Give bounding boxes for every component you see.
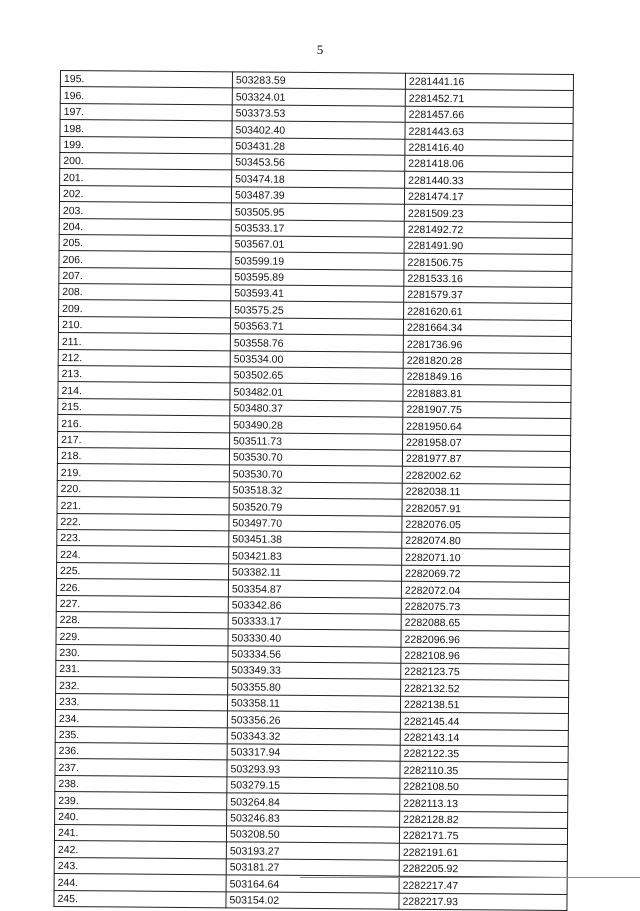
x-coordinate-cell: 503324.01 bbox=[232, 88, 405, 106]
point-number-cell: 220. bbox=[57, 480, 229, 498]
y-coordinate-cell: 2282038.11 bbox=[402, 483, 570, 501]
y-coordinate-cell: 2281579.37 bbox=[404, 286, 572, 304]
x-coordinate-cell: 503520.79 bbox=[229, 498, 402, 516]
y-coordinate-cell: 2282088.65 bbox=[401, 614, 569, 632]
point-number-cell: 206. bbox=[59, 251, 231, 269]
y-coordinate-cell: 2281474.17 bbox=[404, 188, 572, 206]
point-number-cell: 205. bbox=[59, 234, 231, 252]
point-number-cell: 211. bbox=[58, 333, 230, 351]
x-coordinate-cell: 503567.01 bbox=[231, 236, 404, 254]
x-coordinate-cell: 503474.18 bbox=[232, 170, 405, 188]
point-number-cell: 201. bbox=[60, 169, 232, 187]
point-number-cell: 204. bbox=[59, 218, 231, 236]
x-coordinate-cell: 503575.25 bbox=[231, 301, 404, 319]
y-coordinate-cell: 2282076.05 bbox=[402, 516, 570, 534]
y-coordinate-cell: 2282122.35 bbox=[400, 745, 568, 763]
y-coordinate-cell: 2282123.75 bbox=[401, 663, 569, 681]
y-coordinate-cell: 2282072.04 bbox=[401, 581, 569, 599]
point-number-cell: 212. bbox=[58, 349, 230, 367]
x-coordinate-cell: 503490.28 bbox=[230, 416, 403, 434]
y-coordinate-cell: 2282071.10 bbox=[402, 549, 570, 567]
point-number-cell: 197. bbox=[60, 103, 232, 121]
point-number-cell: 196. bbox=[60, 87, 232, 105]
y-coordinate-cell: 2282075.73 bbox=[401, 598, 569, 616]
point-number-cell: 223. bbox=[57, 529, 229, 547]
point-number-cell: 228. bbox=[56, 611, 228, 629]
point-number-cell: 237. bbox=[55, 759, 227, 777]
y-coordinate-cell: 2281736.96 bbox=[403, 335, 571, 353]
x-coordinate-cell: 503595.89 bbox=[231, 269, 404, 287]
point-number-cell: 244. bbox=[54, 874, 226, 892]
y-coordinate-cell: 2282096.96 bbox=[401, 630, 569, 648]
x-coordinate-cell: 503533.17 bbox=[231, 219, 404, 237]
page-number: 5 bbox=[316, 42, 324, 57]
point-number-cell: 200. bbox=[60, 152, 232, 170]
y-coordinate-cell: 2282113.13 bbox=[400, 794, 568, 812]
y-coordinate-cell: 2282074.80 bbox=[402, 532, 570, 550]
y-coordinate-cell: 2281958.07 bbox=[403, 434, 571, 452]
x-coordinate-cell: 503193.27 bbox=[226, 842, 399, 860]
x-coordinate-cell: 503505.95 bbox=[231, 203, 404, 221]
y-coordinate-cell: 2282110.35 bbox=[400, 762, 568, 780]
y-coordinate-cell: 2281664.34 bbox=[403, 319, 571, 337]
y-coordinate-cell: 2282217.47 bbox=[399, 876, 567, 894]
x-coordinate-cell: 503181.27 bbox=[226, 859, 399, 877]
point-number-cell: 233. bbox=[55, 693, 227, 711]
x-coordinate-cell: 503382.11 bbox=[229, 564, 402, 582]
y-coordinate-cell: 2281883.81 bbox=[403, 385, 571, 403]
y-coordinate-cell: 2281416.40 bbox=[405, 139, 573, 157]
point-number-cell: 199. bbox=[60, 136, 232, 154]
x-coordinate-cell: 503497.70 bbox=[229, 514, 402, 532]
y-coordinate-cell: 2282108.96 bbox=[401, 647, 569, 665]
y-coordinate-cell: 2281820.28 bbox=[403, 352, 571, 370]
x-coordinate-cell: 503563.71 bbox=[230, 318, 403, 336]
y-coordinate-cell: 2281492.72 bbox=[404, 221, 572, 239]
y-coordinate-cell: 2281849.16 bbox=[403, 368, 571, 386]
x-coordinate-cell: 503330.40 bbox=[228, 629, 401, 647]
x-coordinate-cell: 503164.64 bbox=[226, 875, 399, 893]
y-coordinate-cell: 2281907.75 bbox=[403, 401, 571, 419]
x-coordinate-cell: 503482.01 bbox=[230, 383, 403, 401]
y-coordinate-cell: 2282145.44 bbox=[400, 712, 568, 730]
point-number-cell: 241. bbox=[54, 824, 226, 842]
x-coordinate-cell: 503355.80 bbox=[228, 678, 401, 696]
y-coordinate-cell: 2281509.23 bbox=[404, 204, 572, 222]
x-coordinate-cell: 503534.00 bbox=[230, 350, 403, 368]
point-number-cell: 214. bbox=[58, 382, 230, 400]
x-coordinate-cell: 503246.83 bbox=[227, 809, 400, 827]
point-number-cell: 232. bbox=[56, 677, 228, 695]
point-number-cell: 203. bbox=[59, 202, 231, 220]
point-number-cell: 217. bbox=[58, 431, 230, 449]
y-coordinate-cell: 2281620.61 bbox=[404, 303, 572, 321]
coordinates-table bbox=[53, 70, 574, 911]
point-number-cell: 215. bbox=[58, 398, 230, 416]
x-coordinate-cell: 503293.93 bbox=[227, 760, 400, 778]
x-coordinate-cell: 503264.84 bbox=[227, 793, 400, 811]
x-coordinate-cell: 503480.37 bbox=[230, 400, 403, 418]
point-number-cell: 240. bbox=[55, 808, 227, 826]
point-number-cell: 213. bbox=[58, 366, 230, 384]
x-coordinate-cell: 503154.02 bbox=[226, 891, 399, 909]
y-coordinate-cell: 2282002.62 bbox=[402, 467, 570, 485]
point-number-cell: 242. bbox=[54, 841, 226, 859]
point-number-cell: 231. bbox=[56, 661, 228, 679]
y-coordinate-cell: 2281491.90 bbox=[404, 237, 572, 255]
y-coordinate-cell: 2282171.75 bbox=[399, 827, 567, 845]
y-coordinate-cell: 2282138.51 bbox=[400, 696, 568, 714]
point-number-cell: 218. bbox=[57, 447, 229, 465]
y-coordinate-cell: 2282132.52 bbox=[401, 680, 569, 698]
x-coordinate-cell: 503343.32 bbox=[227, 727, 400, 745]
x-coordinate-cell: 503356.26 bbox=[227, 711, 400, 729]
point-number-cell: 236. bbox=[55, 742, 227, 760]
point-number-cell: 243. bbox=[54, 857, 226, 875]
x-coordinate-cell: 503431.28 bbox=[232, 137, 405, 155]
x-coordinate-cell: 503421.83 bbox=[229, 547, 402, 565]
x-coordinate-cell: 503354.87 bbox=[228, 580, 401, 598]
point-number-cell: 221. bbox=[57, 497, 229, 515]
y-coordinate-cell: 2282191.61 bbox=[399, 844, 567, 862]
point-number-cell: 238. bbox=[55, 775, 227, 793]
x-coordinate-cell: 503208.50 bbox=[226, 826, 399, 844]
point-number-cell: 209. bbox=[59, 300, 231, 318]
y-coordinate-cell: 2281457.66 bbox=[405, 106, 573, 124]
y-coordinate-cell: 2281977.87 bbox=[402, 450, 570, 468]
y-coordinate-cell: 2281441.16 bbox=[405, 73, 573, 91]
y-coordinate-cell: 2282143.14 bbox=[400, 729, 568, 747]
y-coordinate-cell: 2281452.71 bbox=[405, 90, 573, 108]
y-coordinate-cell: 2282217.93 bbox=[399, 893, 567, 911]
point-number-cell: 222. bbox=[57, 513, 229, 531]
x-coordinate-cell: 503530.70 bbox=[229, 465, 402, 483]
x-coordinate-cell: 503333.17 bbox=[228, 613, 401, 631]
y-coordinate-cell: 2282128.82 bbox=[400, 811, 568, 829]
x-coordinate-cell: 503334.56 bbox=[228, 646, 401, 664]
x-coordinate-cell: 503487.39 bbox=[231, 187, 404, 205]
point-number-cell: 245. bbox=[54, 890, 226, 908]
footer-divider bbox=[300, 877, 640, 878]
point-number-cell: 235. bbox=[55, 726, 227, 744]
y-coordinate-cell: 2281418.06 bbox=[405, 155, 573, 173]
point-number-cell: 208. bbox=[59, 284, 231, 302]
point-number-cell: 239. bbox=[55, 792, 227, 810]
x-coordinate-cell: 503558.76 bbox=[230, 334, 403, 352]
y-coordinate-cell: 2282069.72 bbox=[401, 565, 569, 583]
point-number-cell: 198. bbox=[60, 120, 232, 138]
point-number-cell: 230. bbox=[56, 644, 228, 662]
point-number-cell: 195. bbox=[60, 71, 232, 89]
x-coordinate-cell: 503279.15 bbox=[227, 777, 400, 795]
point-number-cell: 216. bbox=[58, 415, 230, 433]
x-coordinate-cell: 503530.70 bbox=[229, 449, 402, 467]
y-coordinate-cell: 2281533.16 bbox=[404, 270, 572, 288]
point-number-cell: 225. bbox=[57, 562, 229, 580]
x-coordinate-cell: 503358.11 bbox=[227, 695, 400, 713]
x-coordinate-cell: 503518.32 bbox=[229, 482, 402, 500]
point-number-cell: 219. bbox=[57, 464, 229, 482]
point-number-cell: 229. bbox=[56, 628, 228, 646]
x-coordinate-cell: 503502.65 bbox=[230, 367, 403, 385]
table-row bbox=[54, 890, 567, 910]
y-coordinate-cell: 2281506.75 bbox=[404, 254, 572, 272]
point-number-cell: 207. bbox=[59, 267, 231, 285]
point-number-cell: 226. bbox=[56, 579, 228, 597]
x-coordinate-cell: 503317.94 bbox=[227, 744, 400, 762]
x-coordinate-cell: 503453.56 bbox=[232, 154, 405, 172]
y-coordinate-cell: 2281440.33 bbox=[405, 172, 573, 190]
y-coordinate-cell: 2282205.92 bbox=[399, 860, 567, 878]
x-coordinate-cell: 503451.38 bbox=[229, 531, 402, 549]
y-coordinate-cell: 2282057.91 bbox=[402, 499, 570, 517]
point-number-cell: 224. bbox=[57, 546, 229, 564]
coordinates-table-body bbox=[54, 71, 574, 911]
point-number-cell: 227. bbox=[56, 595, 228, 613]
x-coordinate-cell: 503342.86 bbox=[228, 596, 401, 614]
y-coordinate-cell: 2281443.63 bbox=[405, 122, 573, 140]
x-coordinate-cell: 503599.19 bbox=[231, 252, 404, 270]
x-coordinate-cell: 503349.33 bbox=[228, 662, 401, 680]
point-number-cell: 210. bbox=[58, 316, 230, 334]
point-number-cell: 202. bbox=[59, 185, 231, 203]
y-coordinate-cell: 2282108.50 bbox=[400, 778, 568, 796]
y-coordinate-cell: 2281950.64 bbox=[403, 417, 571, 435]
x-coordinate-cell: 503402.40 bbox=[232, 121, 405, 139]
x-coordinate-cell: 503593.41 bbox=[231, 285, 404, 303]
x-coordinate-cell: 503511.73 bbox=[230, 432, 403, 450]
x-coordinate-cell: 503283.59 bbox=[232, 72, 405, 90]
point-number-cell: 234. bbox=[55, 710, 227, 728]
x-coordinate-cell: 503373.53 bbox=[232, 105, 405, 123]
